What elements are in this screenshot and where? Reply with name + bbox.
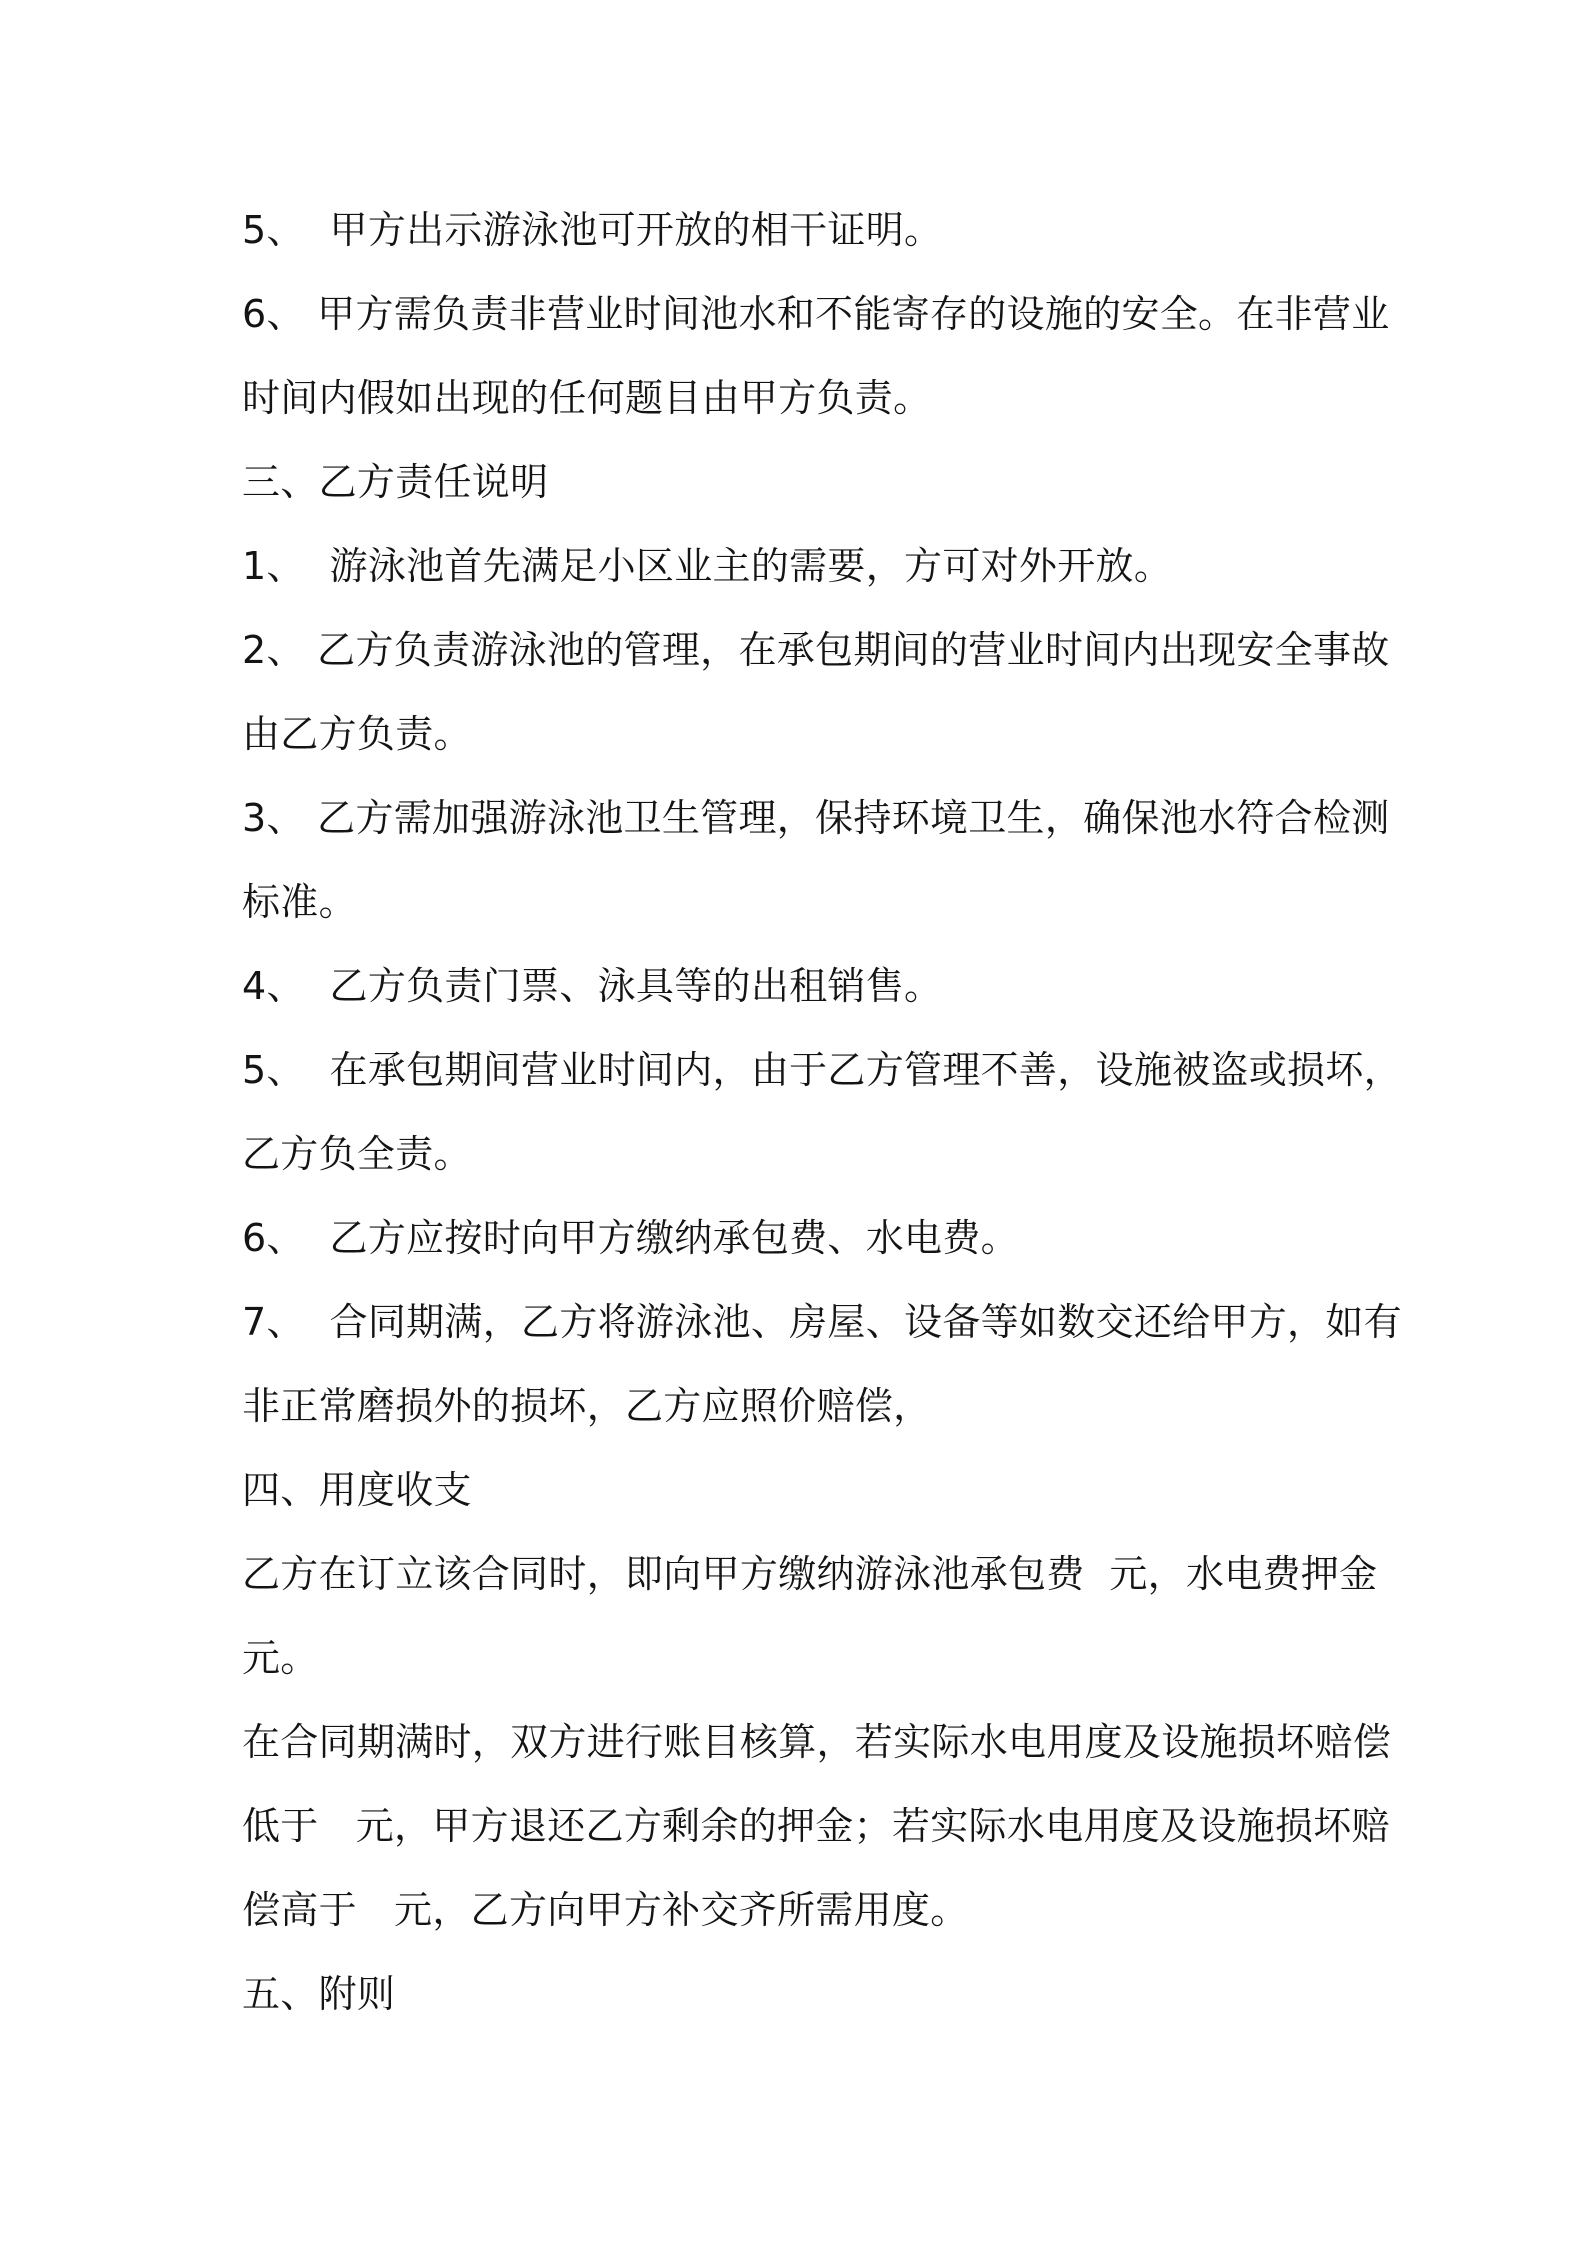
clause-b-7-line-1: 7、 合同期满，乙方将游泳池、房屋、设备等如数交还给甲方，如有 [242,1300,1402,1344]
clause-b-1: 1、 游泳池首先满足小区业主的需要，方可对外开放。 [242,544,1173,588]
clause-a-6-line-1: 6、 甲方需负责非营业时间池水和不能寄存的设施的安全。在非营业 [242,292,1390,336]
clause-b-3-line-1: 3、 乙方需加强游泳池卫生管理，保持环境卫生，确保池水符合检测 [242,796,1390,840]
section-heading-5: 五、附则 [242,1972,396,2016]
section-heading-3: 三、乙方责任说明 [242,460,549,504]
clause-b-2-line-1: 2、 乙方负责游泳池的管理，在承包期间的营业时间内出现安全事故 [242,628,1390,672]
payment-paragraph-1-line-2: 元。 [242,1636,319,1680]
section-heading-4: 四、用度收支 [242,1468,472,1512]
clause-b-6: 6、 乙方应按时向甲方缴纳承包费、水电费。 [242,1216,1019,1260]
clause-b-5-line-1: 5、 在承包期间营业时间内，由于乙方管理不善，设施被盗或损坏， [242,1048,1402,1092]
payment-paragraph-2-line-1: 在合同期满时，双方进行账目核算，若实际水电用度及设施损坏赔偿 [242,1720,1392,1764]
clause-b-3-line-2: 标准。 [242,880,357,924]
payment-paragraph-2-line-3: 偿高于 元，乙方向甲方补交齐所需用度。 [242,1888,969,1932]
clause-b-7-line-2: 非正常磨损外的损坏，乙方应照价赔偿， [242,1384,932,1428]
clause-b-2-line-2: 由乙方负责。 [242,712,472,756]
clause-b-5-line-2: 乙方负全责。 [242,1132,472,1176]
payment-paragraph-1-line-1: 乙方在订立该合同时，即向甲方缴纳游泳池承包费 元，水电费押金 [242,1552,1378,1596]
clause-b-4: 4、 乙方负责门票、泳具等的出租销售。 [242,964,943,1008]
clause-a-6-line-2: 时间内假如出现的任何题目由甲方负责。 [242,376,932,420]
payment-paragraph-2-line-2: 低于 元，甲方退还乙方剩余的押金；若实际水电用度及设施损坏赔 [242,1804,1390,1848]
clause-a-5: 5、 甲方出示游泳池可开放的相干证明。 [242,208,943,252]
